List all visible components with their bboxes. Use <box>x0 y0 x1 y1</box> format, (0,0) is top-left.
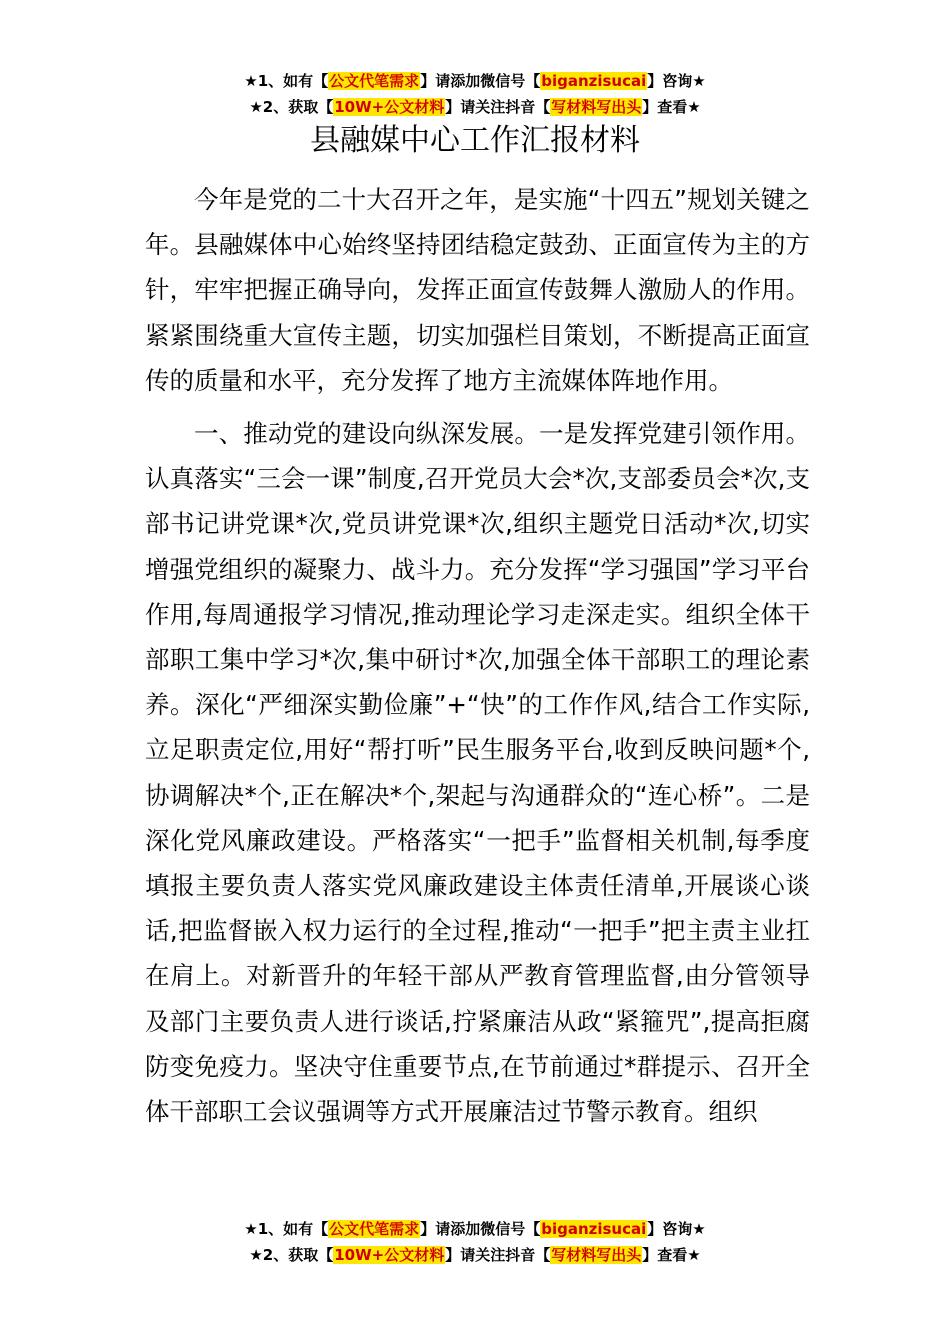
highlight-wechat-id: biganzisucai <box>541 72 647 90</box>
footer-banner <box>0 1216 950 1268</box>
document-body <box>145 177 810 1134</box>
banner-line-2: ★2、获取【10W+公文材料】请关注抖音【写材料写出头】查看★ <box>249 1246 701 1264</box>
highlight-douyin: 写材料写出头 <box>551 1246 642 1264</box>
document-title: 县融媒中心工作汇报材料 <box>310 123 640 158</box>
highlight-wechat-id: biganzisucai <box>541 1220 647 1238</box>
highlight-materials: 10W+公文材料 <box>334 1246 445 1264</box>
paragraph-intro: 今年是党的二十大召开之年，是实施“十四五”规划关键之年。县融媒体中心始终坚持团结稳定鼓劲、正面宣传为主的方针，牢牢把握正确导向，发挥正面宣传鼓舞人激励人的作用。紧紧围绕重大宣传主题，切实加强栏目策划，不断提高正面宣传的质量和水平，充分发挥了地方主流媒体阵地作用。 <box>145 185 810 395</box>
highlight-service: 公文代笔需求 <box>329 72 420 90</box>
banner-line-1: ★1、如有【公文代笔需求】请添加微信号【biganzisucai】咨询★ <box>244 1220 706 1238</box>
highlight-douyin: 写材料写出头 <box>551 98 642 116</box>
banner-line-2: ★2、获取【10W+公文材料】请关注抖音【写材料写出头】查看★ <box>249 98 701 116</box>
banner-line-1: ★1、如有【公文代笔需求】请添加微信号【biganzisucai】咨询★ <box>244 72 706 90</box>
highlight-materials: 10W+公文材料 <box>334 98 445 116</box>
paragraph-party-building: 一、推动党的建设向纵深发展。一是发挥党建引领作用。认真落实“三会一课”制度,召开党员大会*次,支部委员会*次,支部书记讲党课*次,党员讲党课*次,组织主题党日活动*次,切实增强党组织的凝聚力、战斗力。充分发挥“学习强国”学习平台作用,每周通报学习情况,推动理论学习走深走实。组织全体干部职工集中学习*次,集中研讨*次,加强全体干部职工的理论素养。深化“严细深实勤俭廉”+“快”的工作作风,结合工作实际,立足职责定位,用好“帮打听”民生服务平台,收到反映问题*个,协调解决*个,正在解决*个,架起与沟通群众的“连心桥”。二是深化党风廉政建设。严格落实“一把手”监督相关机制,每季度填报主要负责人落实党风廉政建设主体责任清单,开展谈心谈话,把监督嵌入权力运行的全过程,推动“一把手”把主责主业扛在肩上。对新晋升的年轻干部从严教育管理监督,由分管领导及部门主要负责人进行谈话,拧紧廉洁从政“紧箍咒”,提高拒腐防变免疫力。坚决守住重要节点,在节前通过*群提示、召开全体干部职工会议强调等方式开展廉洁过节警示教育。组织 <box>145 419 810 1127</box>
header-banner <box>0 68 950 120</box>
highlight-service: 公文代笔需求 <box>329 1220 420 1238</box>
